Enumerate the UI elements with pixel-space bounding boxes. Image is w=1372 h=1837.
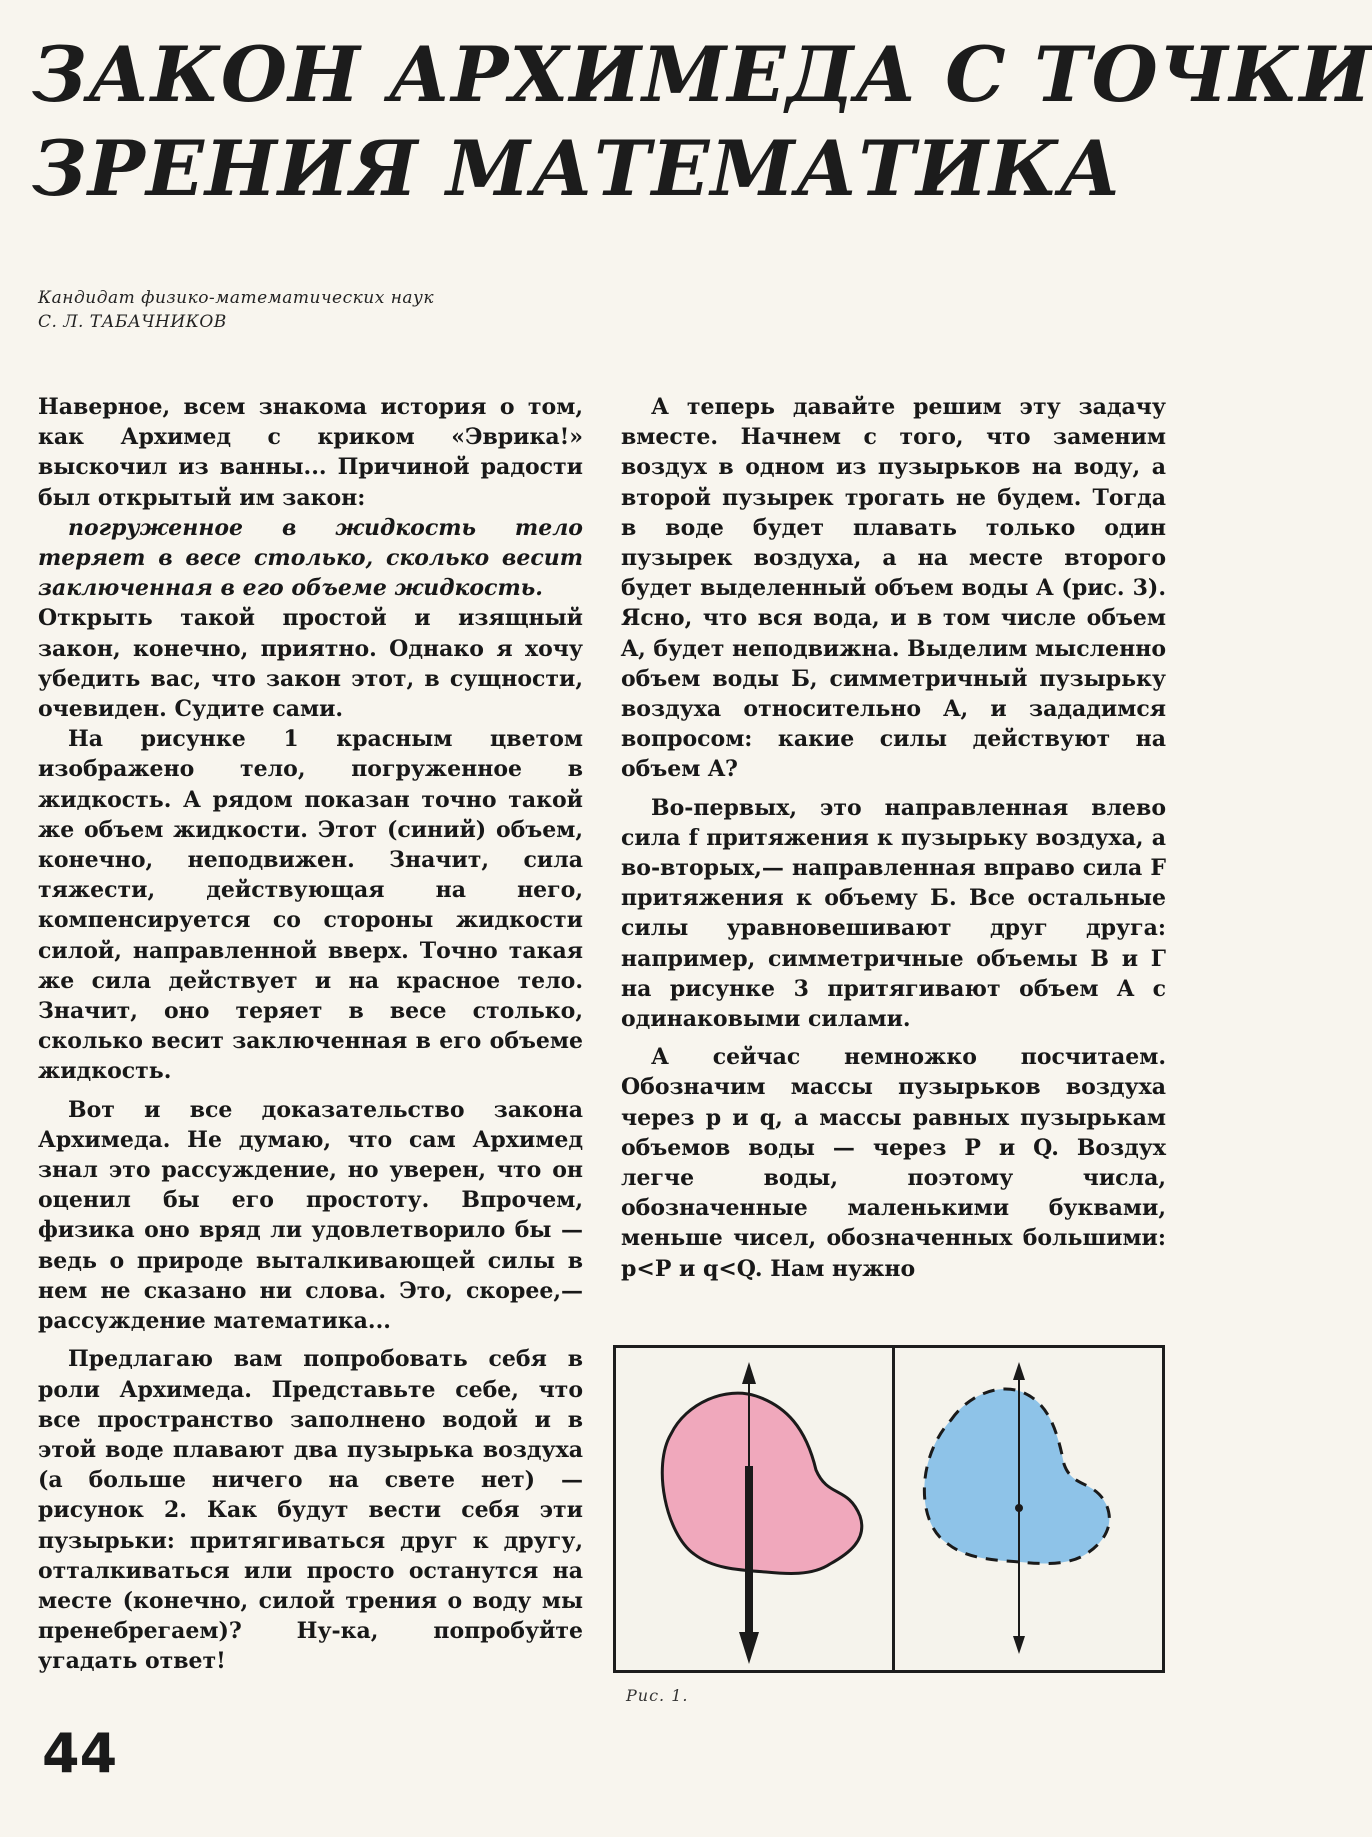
volume-center-dot (1015, 1504, 1023, 1512)
archimedes-law-statement: погруженное в жидкость тело теряет в весе столько, сколько весит заключенная в его объеме жидкость. (38, 514, 583, 602)
buoyancy-arrow-up-icon (742, 1362, 756, 1384)
paragraph-right-3: А сейчас немножко посчитаем. Обозначим массы пузырьков воздуха через p и q, а массы равных пузырькам объемов воды — через P и Q. Воздух легче воды, поэтому числа, обозначенные маленькими буквами, меньше чисел, обозначенных большими: p<P и q<Q. Нам нужно (621, 1044, 1166, 1282)
paragraph-right-1: А теперь давайте решим эту задачу вместе. Начнем с того, что заменим воздух в одном из пузырьков на воду, а второй пузырек трогать не будем. Тогда в воде будет плавать только один пузырек воздуха, а на месте второго будет выделенный объем воды A (рис. 3). Ясно, что вся вода, и в том числе объем A, будет неподвижна. Выделим мысленно объем воды Б, симметричный пузырьку воздуха относительно A, и зададимся вопросом: какие силы действуют на объем A? (621, 394, 1166, 783)
article-title-line-2: ЗРЕНИЯ МАТЕМАТИКА (32, 124, 1122, 213)
paragraph-left-3: На рисунке 1 красным цветом изображено тело, погруженное в жидкость. А рядом показан точно такой же объем жидкости. Этот (синий) объем, конечно, неподвижен. Значит, сила тяжести, действующая на него, компенсируется со стороны жидкости силой, направленной вверх. Точно такая же сила действует и на красное тело. Значит, оно теряет в весе столько, сколько весит заключенная в его объеме жидкость. (38, 726, 583, 1085)
article-title (32, 28, 1372, 216)
paragraph-left-5: Предлагаю вам попробовать себя в роли Архимеда. Представьте себе, что все пространство заполнено водой и в этой воде плавают два пузырька воздуха (а больше ничего на свете нет) — рисунок 2. Как будут вести себя эти пузырьки: притягиваться друг к другу, отталкиваться или просто останутся на месте (конечно, силой трения о воду мы пренебрегаем)? Ну-ка, попробуйте угадать ответ! (38, 1346, 583, 1675)
figure-illustration (616, 1348, 1162, 1670)
volume-arrow-up-icon (1013, 1362, 1025, 1380)
paragraph-right-2: Во-первых, это направленная влево сила f притяжения к пузырьку воздуха, а во-вторых,— направленная вправо сила F притяжения к объему Б. Все остальные силы уравновешивают друг друга: например, симметричные объемы В и Г на рисунке 3 притягивают объем A с одинаковыми силами. (621, 794, 1166, 1033)
author-name: С. Л. ТАБАЧНИКОВ (38, 312, 227, 332)
left-column (38, 392, 583, 1677)
gravity-arrow-down-icon (739, 1632, 759, 1664)
paragraph-left-4: Вот и все доказательство закона Архимеда. Не думаю, что сам Архимед знал это рассуждение, но уверен, что он оценил бы его простоту. Впрочем, физика оно вряд ли удовлетворило бы — ведь о природе выталкивающей силы в нем не сказано ни слова. Это, скорее,— рассуждение математика... (38, 1096, 583, 1335)
water-volume-shape (924, 1389, 1109, 1564)
author-degree: Кандидат физико-математических наук (38, 288, 435, 308)
author-byline (38, 286, 434, 334)
paragraph-left-1: Наверное, всем знакома история о том, как Архимед с криком «Эврика!» выскочил из ванны... Причиной радости был открытый им закон: (38, 394, 583, 511)
page-number: 44 (42, 1722, 118, 1785)
paragraph-left-2: Открыть такой простой и изящный закон, конечно, приятно. Однако я хочу убедить вас, что закон этот, в сущности, очевиден. Судите сами. (38, 605, 583, 723)
figure-1 (613, 1345, 1165, 1673)
figure-caption: Рис. 1. (626, 1686, 689, 1705)
immersed-body-shape (662, 1393, 862, 1573)
article-title-line-1: ЗАКОН АРХИМЕДА С ТОЧКИ (32, 30, 1372, 119)
volume-arrow-down-icon (1013, 1636, 1025, 1654)
right-column (621, 392, 1166, 1284)
